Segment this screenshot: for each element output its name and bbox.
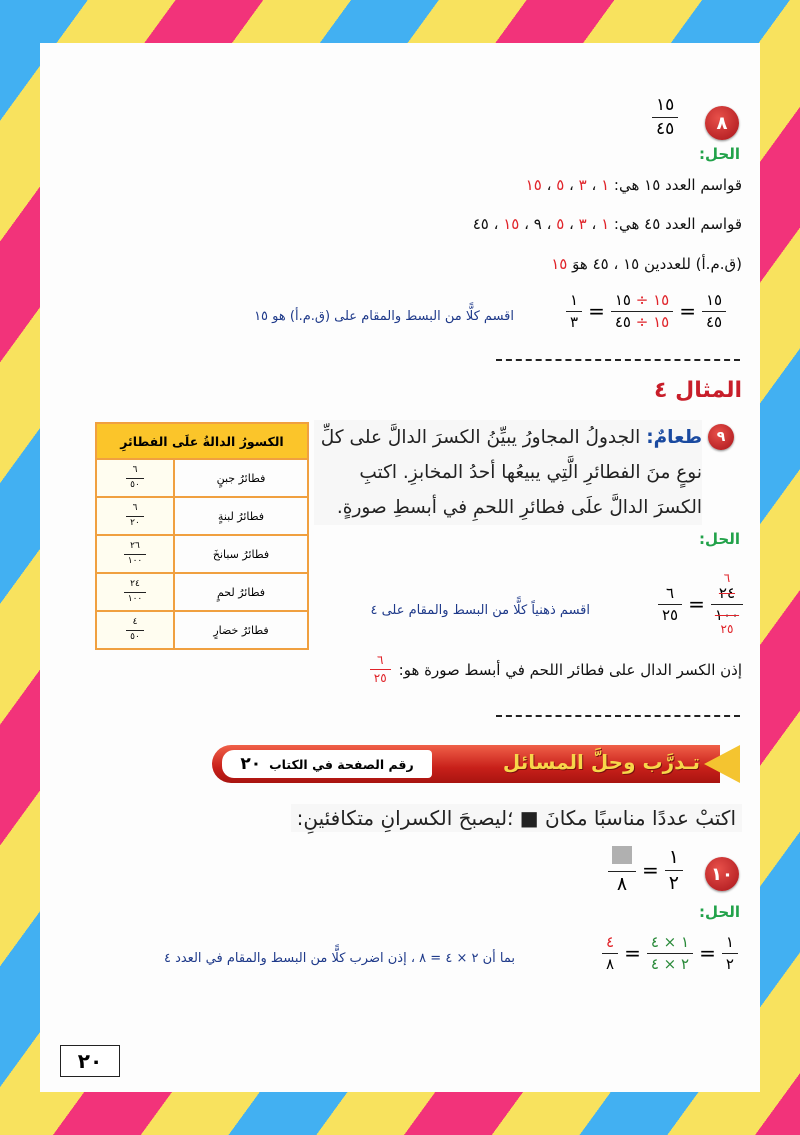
problem-9-conclusion-row <box>370 654 742 685</box>
denominator: ٣ <box>566 311 582 331</box>
problem-8-fraction <box>652 96 678 138</box>
divisors-15-line: قواسم العدد ١٥ هي: ١ ، ٣ ، ٥ ، ١٥ <box>525 176 742 194</box>
answer-fraction <box>602 934 618 972</box>
table-row <box>96 611 308 649</box>
problem-9-text <box>314 420 702 525</box>
pastry-name: فطائرُ خضارٍ <box>174 611 308 649</box>
numerator: ٦ <box>376 653 384 667</box>
equals-sign: = <box>588 299 605 323</box>
denominator: ١٠٠ <box>124 554 147 567</box>
numerator: ١٥ <box>656 95 675 115</box>
divisor: ١٥ <box>653 291 670 309</box>
solution-label: الحل: <box>699 530 740 548</box>
numerator: ٢٤ <box>130 578 140 589</box>
denominator: ٢٠ <box>126 516 144 529</box>
table-row <box>96 535 308 573</box>
divider <box>496 715 740 717</box>
original-fraction <box>702 292 726 330</box>
denominator: ٤٥ <box>702 311 726 331</box>
table-row <box>96 459 308 497</box>
result-fraction <box>566 292 582 330</box>
divisor: ٩ <box>533 215 542 233</box>
denominator: ٢ × ٤ <box>647 953 693 973</box>
blank-square-icon <box>612 846 632 864</box>
numerator: ١ <box>668 846 679 868</box>
unknown-fraction <box>608 846 636 895</box>
divisor: ٣ <box>578 176 587 194</box>
problem-8-badge: ٨ <box>705 106 739 140</box>
numerator: ٢٦ <box>130 540 140 551</box>
denominator: ٨ <box>602 953 618 973</box>
problem-9-body: الجدولُ المجاورُ يبيِّنُ الكسرَ الدالَّ على كلِّ نوعٍ منَ الفطائرِ الَّتِي يبيعُها أحدُ المخابزِ. اكتبِ الكسرَ الدالَّ علَى فطائرِ اللحمِ في أبسطِ صورةٍ. <box>320 427 702 518</box>
equals-sign: = <box>699 941 716 965</box>
crossed-fraction <box>711 572 743 636</box>
fraction-cell <box>96 611 174 649</box>
banner-arrow-icon <box>704 745 740 783</box>
pastry-name: فطائرُ جبنٍ <box>174 459 308 497</box>
equals-sign: = <box>688 592 705 617</box>
example-4-title: المثال ٤ <box>654 378 742 403</box>
page-number: ٢٠ <box>60 1045 120 1077</box>
book-page-box <box>222 750 432 778</box>
practice-instruction: اكتبْ عددًا مناسبًا مكانَ ■ ؛ليصبحَ الكسرانِ متكافئينِ: <box>291 804 742 832</box>
denominator: ٤٥ <box>652 117 678 139</box>
problem-9-badge: ٩ <box>708 424 734 450</box>
new-numerator: ٦ <box>723 571 731 585</box>
divisor: ٣ <box>578 215 587 233</box>
numerator: ٤ <box>132 616 138 627</box>
problem-9-label: طعامٌ: <box>646 427 702 448</box>
denominator: ٥٠ <box>126 630 144 643</box>
table-header: الكسورُ الدالةُ علَى الفطائرِ <box>96 423 308 459</box>
table-row <box>96 573 308 611</box>
numerator: ١٥ <box>705 291 723 309</box>
problem-9-conclusion: إذن الكسر الدال على فطائر اللحم في أبسط صورة هو: <box>398 660 742 679</box>
gcf-line <box>551 255 742 273</box>
problem-8-note: اقسم كلًّا من البسط والمقام على (ق.م.أ) هو ١٥ <box>254 309 514 324</box>
pastry-name: فطائرُ لبنةٍ <box>174 497 308 535</box>
numerator: ٦ <box>132 502 138 513</box>
table-row <box>96 497 308 535</box>
division-fraction <box>611 292 673 330</box>
solution-label: الحل: <box>699 903 740 921</box>
problem-9-equation <box>658 572 743 636</box>
problem-8-equation <box>566 292 726 330</box>
pastry-fractions-table <box>95 422 309 650</box>
divide-sign: ÷ <box>635 291 649 309</box>
equals-sign: = <box>679 299 696 323</box>
denominator: ٥٠ <box>126 478 144 491</box>
old-denominator: ١٠٠ <box>711 604 743 624</box>
banner-title: تـدرَّب وحلَّ المسائل <box>502 750 700 774</box>
book-page-label: رقم الصفحة في الكتاب <box>269 756 414 772</box>
multiplication-fraction <box>647 934 693 972</box>
pastry-name: فطائرُ سبانخَ <box>174 535 308 573</box>
denominator: ٨ <box>608 871 636 895</box>
problem-10-note: بما أن ٢ × ٤ = ٨ ، إذن اضرب كلًّا من البسط والمقام في العدد ٤ <box>163 951 515 966</box>
gcf-value: ١٥ <box>551 255 568 273</box>
numerator: ١ <box>570 291 579 309</box>
divisors-45-line: قواسم العدد ٤٥ هي: ١ ، ٣ ، ٥ ، ٩ ، ١٥ ، ٤٥ <box>472 215 742 233</box>
fraction-cell <box>96 497 174 535</box>
numerator: ١ × ٤ <box>650 933 690 951</box>
divisor: ٥ <box>556 176 565 194</box>
book-page-number: ٢٠ <box>240 754 262 774</box>
problem-10-equation <box>602 934 738 972</box>
denominator: ٢٥ <box>370 669 391 685</box>
divide-sign: ÷ <box>635 312 649 331</box>
divisor: ١ <box>601 176 610 194</box>
conclusion-fraction <box>370 654 391 685</box>
equals-sign: = <box>642 858 659 883</box>
fraction-cell <box>96 573 174 611</box>
given-fraction <box>722 934 738 972</box>
new-denominator: ٢٥ <box>720 622 734 637</box>
problem-10-badge: ١٠ <box>705 857 739 891</box>
fraction-cell <box>96 459 174 497</box>
denominator: ١٠٠ <box>124 592 147 605</box>
divisor: ١٥ <box>525 176 542 194</box>
numerator: ١ <box>725 933 734 951</box>
numerator: ٦ <box>132 464 138 475</box>
numerator: ٦ <box>666 584 675 603</box>
denominator: ٢ <box>722 953 738 973</box>
numerator: ١٥ <box>614 291 631 309</box>
divisor: ١ <box>601 215 610 233</box>
divisor: ١٥ <box>653 312 670 331</box>
divisors-text: قواسم العدد ٤٥ هي: <box>609 215 742 233</box>
divisor: ٤٥ <box>472 215 489 233</box>
divisor: ١٥ <box>503 215 520 233</box>
denominator: ٤٥ <box>614 312 631 331</box>
simplified-fraction <box>658 585 682 623</box>
problem-10-question <box>608 846 683 895</box>
denominator: ٢٥ <box>658 604 682 624</box>
solution-label: الحل: <box>699 145 740 163</box>
divisor: ٥ <box>556 215 565 233</box>
divider <box>496 359 740 361</box>
given-fraction <box>665 847 683 894</box>
denominator: ٢ <box>665 870 683 894</box>
problem-9-note: اقسم ذهنياً كلًّا من البسط والمقام على ٤ <box>370 603 590 618</box>
numerator: ٤ <box>606 933 615 951</box>
fraction-cell <box>96 535 174 573</box>
old-numerator: ٢٤ <box>718 584 736 603</box>
equals-sign: = <box>624 941 641 965</box>
gcf-text: (ق.م.أ) للعددين ١٥ ، ٤٥ هوَ <box>567 255 742 273</box>
pastry-name: فطائرُ لحمٍ <box>174 573 308 611</box>
divisors-text: قواسم العدد ١٥ هي: <box>609 176 742 194</box>
